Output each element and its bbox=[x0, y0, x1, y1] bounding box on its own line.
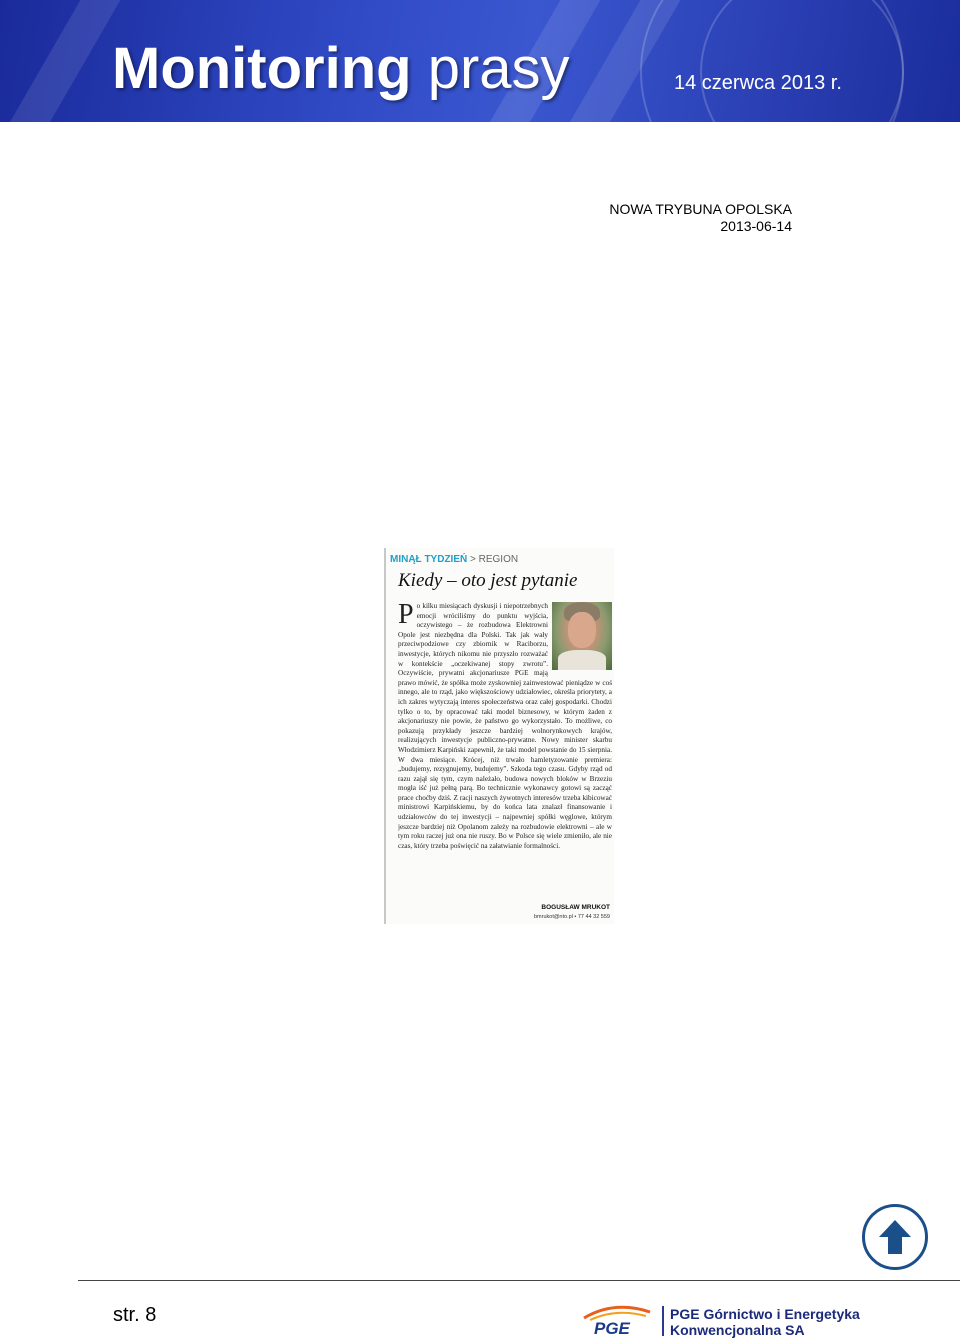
pge-logo bbox=[580, 1302, 654, 1336]
article-text: o kilku miesiącach dyskusji i niepotrzebnych emocji wróciliśmy do punktu wyjścia, oczywistego – że rozbudowa Elektrowni Opole jest niezbędna dla Polski. Tak jak wały przeciwpodziowe czy zbiornik w Raciborzu, inwestycje, których nikomu nie przyszło rozważać w kontekście „oczekiwanej stopy zwrotu”. Oczywiście, prywatni akcjonariusze PGE mają prawo mówić, że spółka może zyskowniej zainwestować pieniądze w coś innego, ale to rząd, jako większościowy udziałowiec, określa priorytety, a ich zakres wytyczają interes społeczeństwa oraz całej gospodarki. Chodzi tylko o to, by opracować taki model biznesowy, w którym żaden z akcjonariuszy nie powie, że państwo go wykorzystało. To możliwe, co pokazują przykłady jeszcze bardziej wolnorynkowych krajów, realizujących inwestycje publiczno-prywatne. Nowy minister skarbu Włodzimierz Karpiński zapewnił, że taki model powstanie do 15 sierpnia. W dwa miesiące. Krócej, niż trwało hamletyzowanie premiera: „budujemy, rezygnujemy, budujemy”. Szkoda tego czasu. Gdyby rząd od razu zajął się tym, czym należało, budowa nowych bloków w Brzeziu mogła iść już pełną parą. Bo technicznie wykonawcy gotowi są zacząć prace choćby dziś. Z racji naszych żywotnych interesów trzeba kibicować ministrowi Karpińskiemu, by do końca lata znalazł finansowanie i udziałowców do tej inwestycji – najpewniej spółki węglowe, którym jeszcze bardziej niż Opolanom zależy na rozbudowie elektrowni – ale w tym roku raczej już ona nie ruszy. Bo w Polsce się wiele zmieniło, ale nie czas, który trzeba poświęcić na załatwianie formalności. bbox=[398, 602, 612, 850]
page-number: str. 8 bbox=[113, 1304, 157, 1326]
company-line-1: PGE Górnictwo i Energetyka bbox=[670, 1306, 860, 1322]
author-photo bbox=[552, 602, 612, 670]
banner-decoration bbox=[700, 0, 904, 122]
title-bold: Monitoring bbox=[112, 36, 412, 101]
header-date: 14 czerwca 2013 r. bbox=[674, 72, 842, 94]
title-light: prasy bbox=[427, 36, 570, 101]
kicker-label: MINĄŁ TYDZIEŃ bbox=[390, 554, 468, 565]
article-dropcap: P bbox=[398, 602, 414, 630]
page-title bbox=[112, 36, 570, 102]
article-headline: Kiedy – oto jest pytanie bbox=[398, 570, 578, 591]
source-block bbox=[609, 201, 792, 235]
article-author: BOGUSŁAW MRUKOT bbox=[541, 904, 610, 911]
article-kicker bbox=[390, 554, 518, 565]
logo-divider bbox=[662, 1306, 664, 1336]
footer-divider bbox=[78, 1280, 960, 1281]
kicker-region: > REGION bbox=[470, 554, 519, 565]
source-date: 2013-06-14 bbox=[720, 218, 792, 234]
pge-logo-text: PGE bbox=[594, 1319, 630, 1336]
scroll-up-button[interactable] bbox=[862, 1204, 928, 1270]
article-contact: bmrukot@nto.pl • 77 44 32 559 bbox=[533, 914, 610, 920]
arrow-up-circle-icon bbox=[865, 1207, 925, 1267]
company-name bbox=[670, 1306, 860, 1338]
company-line-2: Konwencjonalna SA bbox=[670, 1322, 805, 1338]
header-banner bbox=[0, 0, 960, 122]
press-clipping bbox=[384, 548, 614, 924]
source-name: NOWA TRYBUNA OPOLSKA bbox=[609, 201, 792, 217]
article-body bbox=[398, 602, 612, 912]
